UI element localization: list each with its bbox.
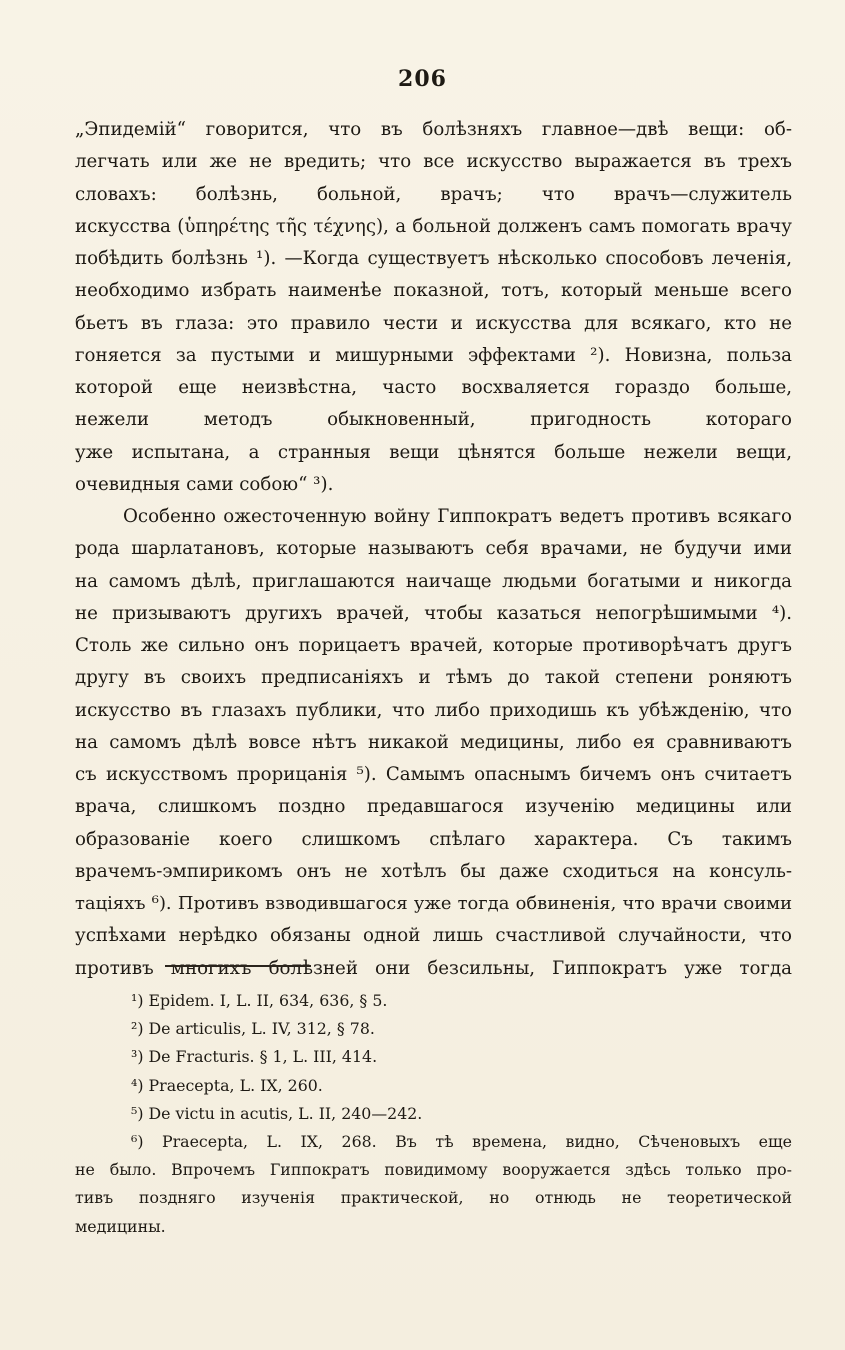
footnote-continuation: не было. Впрочемъ Гиппократъ повидимому вооружается здѣсь только про- xyxy=(75,1160,792,1180)
text-line: рода шарлатановъ, которые называютъ себя врачами, не будучи ими xyxy=(75,538,792,560)
text-line: необходимо избрать наименѣе показной, тотъ, который меньше всего xyxy=(75,280,792,302)
text-line: искусство въ глазахъ публики, что либо приходишь къ убѣжденію, что xyxy=(75,699,792,721)
text-line: гоняется за пустыми и мишурными эффектами ²). Новизна, польза xyxy=(75,344,792,366)
text-line: таціяхъ ⁶). Противъ взводившагося уже тогда обвиненія, что врачи своими xyxy=(75,893,792,914)
text-line: врачемъ-эмпирикомъ онъ не хотѣлъ бы даже сходиться на консуль- xyxy=(75,860,792,882)
text-line: успѣхами нерѣдко обязаны одной лишь счастливой случайности, что xyxy=(75,925,792,947)
footnote: ⁴) Praecepta, L. IX, 260. xyxy=(131,1075,323,1095)
text-line: словахъ: болѣзнь, больной, врачъ; что врачъ—служитель xyxy=(75,183,792,205)
footnote: ⁵) De victu in acutis, L. II, 240—242. xyxy=(131,1103,423,1123)
text-line: которой еще неизвѣстна, часто восхваляется гораздо больше, xyxy=(75,377,792,398)
text-line: образованіе коего слишкомъ спѣлаго характера. Съ такимъ xyxy=(75,828,792,850)
text-line: побѣдить болѣзнь ¹). —Когда существуетъ нѣсколько способовъ леченія, xyxy=(75,248,792,269)
text-line: искусства (ὑπηρέτης τῆς τέχνης), а больной долженъ самъ помогать врачу xyxy=(75,215,792,237)
footnote-continuation: медицины. xyxy=(75,1216,166,1236)
footnote: ¹) Epidem. I, L. II, 634, 636, § 5. xyxy=(131,991,388,1010)
main-text xyxy=(75,114,792,985)
text-line: бьетъ въ глаза: это правило чести и искусства для всякаго, кто не xyxy=(75,312,792,334)
footnotes xyxy=(75,987,792,1241)
page-number: 206 xyxy=(398,66,447,92)
text-line: другу въ своихъ предписаніяхъ и тѣмъ до такой степени роняютъ xyxy=(75,667,792,689)
text-line: уже испытана, а странныя вещи цѣнятся больше нежели вещи, xyxy=(75,441,792,463)
text-line: нежели методъ обыкновенный, пригодность котораго xyxy=(75,409,792,431)
text-line: съ искусствомъ прорицанія ⁵). Самымъ опаснымъ бичемъ онъ считаетъ xyxy=(75,764,792,785)
text-line: на самомъ дѣлѣ вовсе нѣтъ никакой медицины, либо ея сравниваютъ xyxy=(75,731,792,753)
footnote: ³) De Fracturis. § 1, L. III, 414. xyxy=(131,1047,378,1067)
text-line: противъ многихъ болѣзней они безсильны, Гиппократъ уже тогда xyxy=(75,957,792,979)
text-line: Столь же сильно онъ порицаетъ врачей, которые противорѣчатъ другъ xyxy=(75,635,792,656)
text-line: Особенно ожесточенную войну Гиппократъ ведетъ противъ всякаго xyxy=(123,506,792,527)
footnote-separator xyxy=(165,965,311,967)
footnote-continuation: тивъ поздняго изученія практической, но отнюдь не теоретической xyxy=(75,1188,792,1208)
text-line: „Эпидемій“ говорится, что въ болѣзняхъ главное—двѣ вещи: об- xyxy=(75,119,792,140)
text-line: на самомъ дѣлѣ, приглашаются наичаще людьми богатыми и никогда xyxy=(75,570,792,592)
footnote: ²) De articulis, L. IV, 312, § 78. xyxy=(131,1019,375,1039)
text-line: легчать или же не вредить; что все искусство выражается въ трехъ xyxy=(75,151,792,173)
footnote: ⁶) Praecepta, L. IX, 268. Въ тѣ времена, видно, Сѣченовыхъ еще xyxy=(131,1131,792,1151)
text-line: не призываютъ другихъ врачей, чтобы казаться непогрѣшимыми ⁴). xyxy=(75,602,792,624)
text-line: врача, слишкомъ поздно предавшагося изученію медицины или xyxy=(75,796,792,818)
text-line: очевидныя сами собою“ ³). xyxy=(75,473,334,495)
